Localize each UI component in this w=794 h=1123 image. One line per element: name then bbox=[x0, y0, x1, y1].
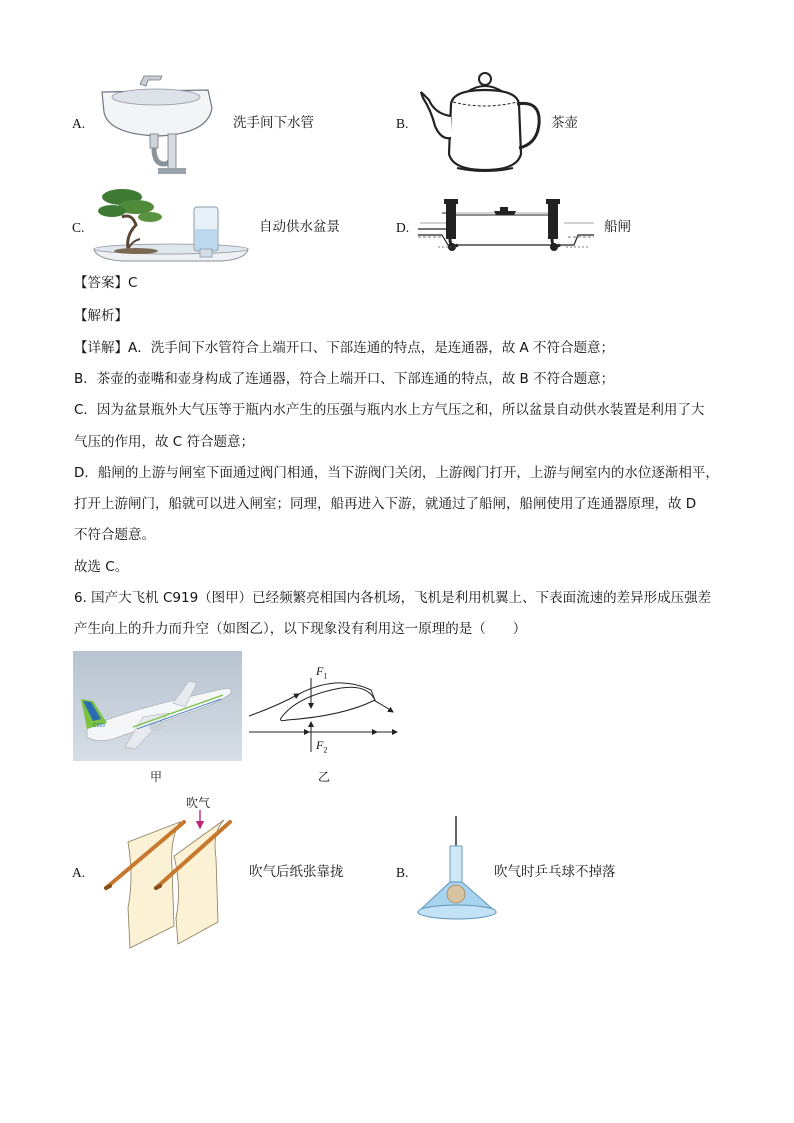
teapot-image bbox=[417, 70, 543, 176]
q6-option-a-letter: A. bbox=[72, 865, 86, 880]
analysis-line-3: C．因为盆景瓶外大气压等于瓶内水产生的压强与瓶内水上方气压之和，所以盆景自动供水装置是利用了大 bbox=[74, 402, 705, 418]
analysis-line-5: D．船闸的上游与闸室下面通过阀门相通，当下游阀门关闭，上游阀门打开，上游与闸室内的水位逐渐相平， bbox=[74, 465, 719, 481]
analysis-line-2: B．茶壶的壶嘴和壶身构成了连通器，符合上端开口、下部连通的特点，故 B 不符合题意； bbox=[74, 371, 615, 387]
funnel-ping-pong-image bbox=[414, 816, 500, 926]
q6-option-b-letter: B. bbox=[396, 865, 409, 880]
option-d-letter: D. bbox=[396, 220, 410, 235]
option-b-letter: B. bbox=[396, 116, 409, 131]
blow-air-label: 吹气 bbox=[186, 796, 211, 810]
answer-line: 【答案】C bbox=[74, 275, 138, 291]
analysis-line-7: 不符合题意。 bbox=[74, 527, 155, 543]
figure-jia-caption: 甲 bbox=[150, 770, 163, 784]
figure-yi-caption: 乙 bbox=[318, 770, 331, 784]
analysis-line-4: 气压的作用，故 C 符合题意； bbox=[74, 434, 255, 450]
q6-option-b-label: 吹气时乒乓球不掉落 bbox=[494, 864, 616, 880]
bonsai-water-supply-image bbox=[92, 185, 250, 267]
option-b-label: 茶壶 bbox=[551, 115, 578, 131]
option-c-letter: C. bbox=[72, 220, 85, 235]
force-f2-label: $F_2$ bbox=[316, 738, 328, 755]
sink-drain-image bbox=[98, 72, 218, 177]
c919-airplane-photo bbox=[73, 651, 242, 761]
two-papers-image bbox=[100, 808, 240, 950]
option-a-label: 洗手间下水管 bbox=[233, 115, 314, 131]
question-6-stem-line-2: 产生向上的升力而升空（如图乙），以下现象没有利用这一原理的是（ ） bbox=[74, 621, 527, 637]
svg-text:C919: C919 bbox=[93, 723, 105, 729]
option-d-label: 船闸 bbox=[604, 219, 631, 235]
option-a-letter: A. bbox=[72, 116, 86, 131]
q6-option-a-label: 吹气后纸张靠拢 bbox=[249, 864, 344, 880]
force-f1-label: $F_1$ bbox=[316, 664, 328, 681]
question-6-stem-line-1: 6. 国产大飞机 C919（图甲）已经频繁亮相国内各机场，飞机是利用机翼上、下表面流速的差异形成压强差 bbox=[74, 590, 712, 606]
analysis-line-8: 故选 C。 bbox=[74, 559, 129, 575]
ship-lock-image bbox=[418, 193, 594, 255]
option-c-label: 自动供水盆景 bbox=[259, 219, 340, 235]
analysis-title: 【解析】 bbox=[74, 308, 128, 324]
analysis-line-6: 打开上游闸门，船就可以进入闸室；同理，船再进入下游，就通过了船闸，船闸使用了连通器原理，故 D bbox=[74, 496, 697, 512]
analysis-line-1: 【详解】A．洗手间下水管符合上端开口、下部连通的特点，是连通器，故 A 不符合题意； bbox=[74, 340, 615, 356]
